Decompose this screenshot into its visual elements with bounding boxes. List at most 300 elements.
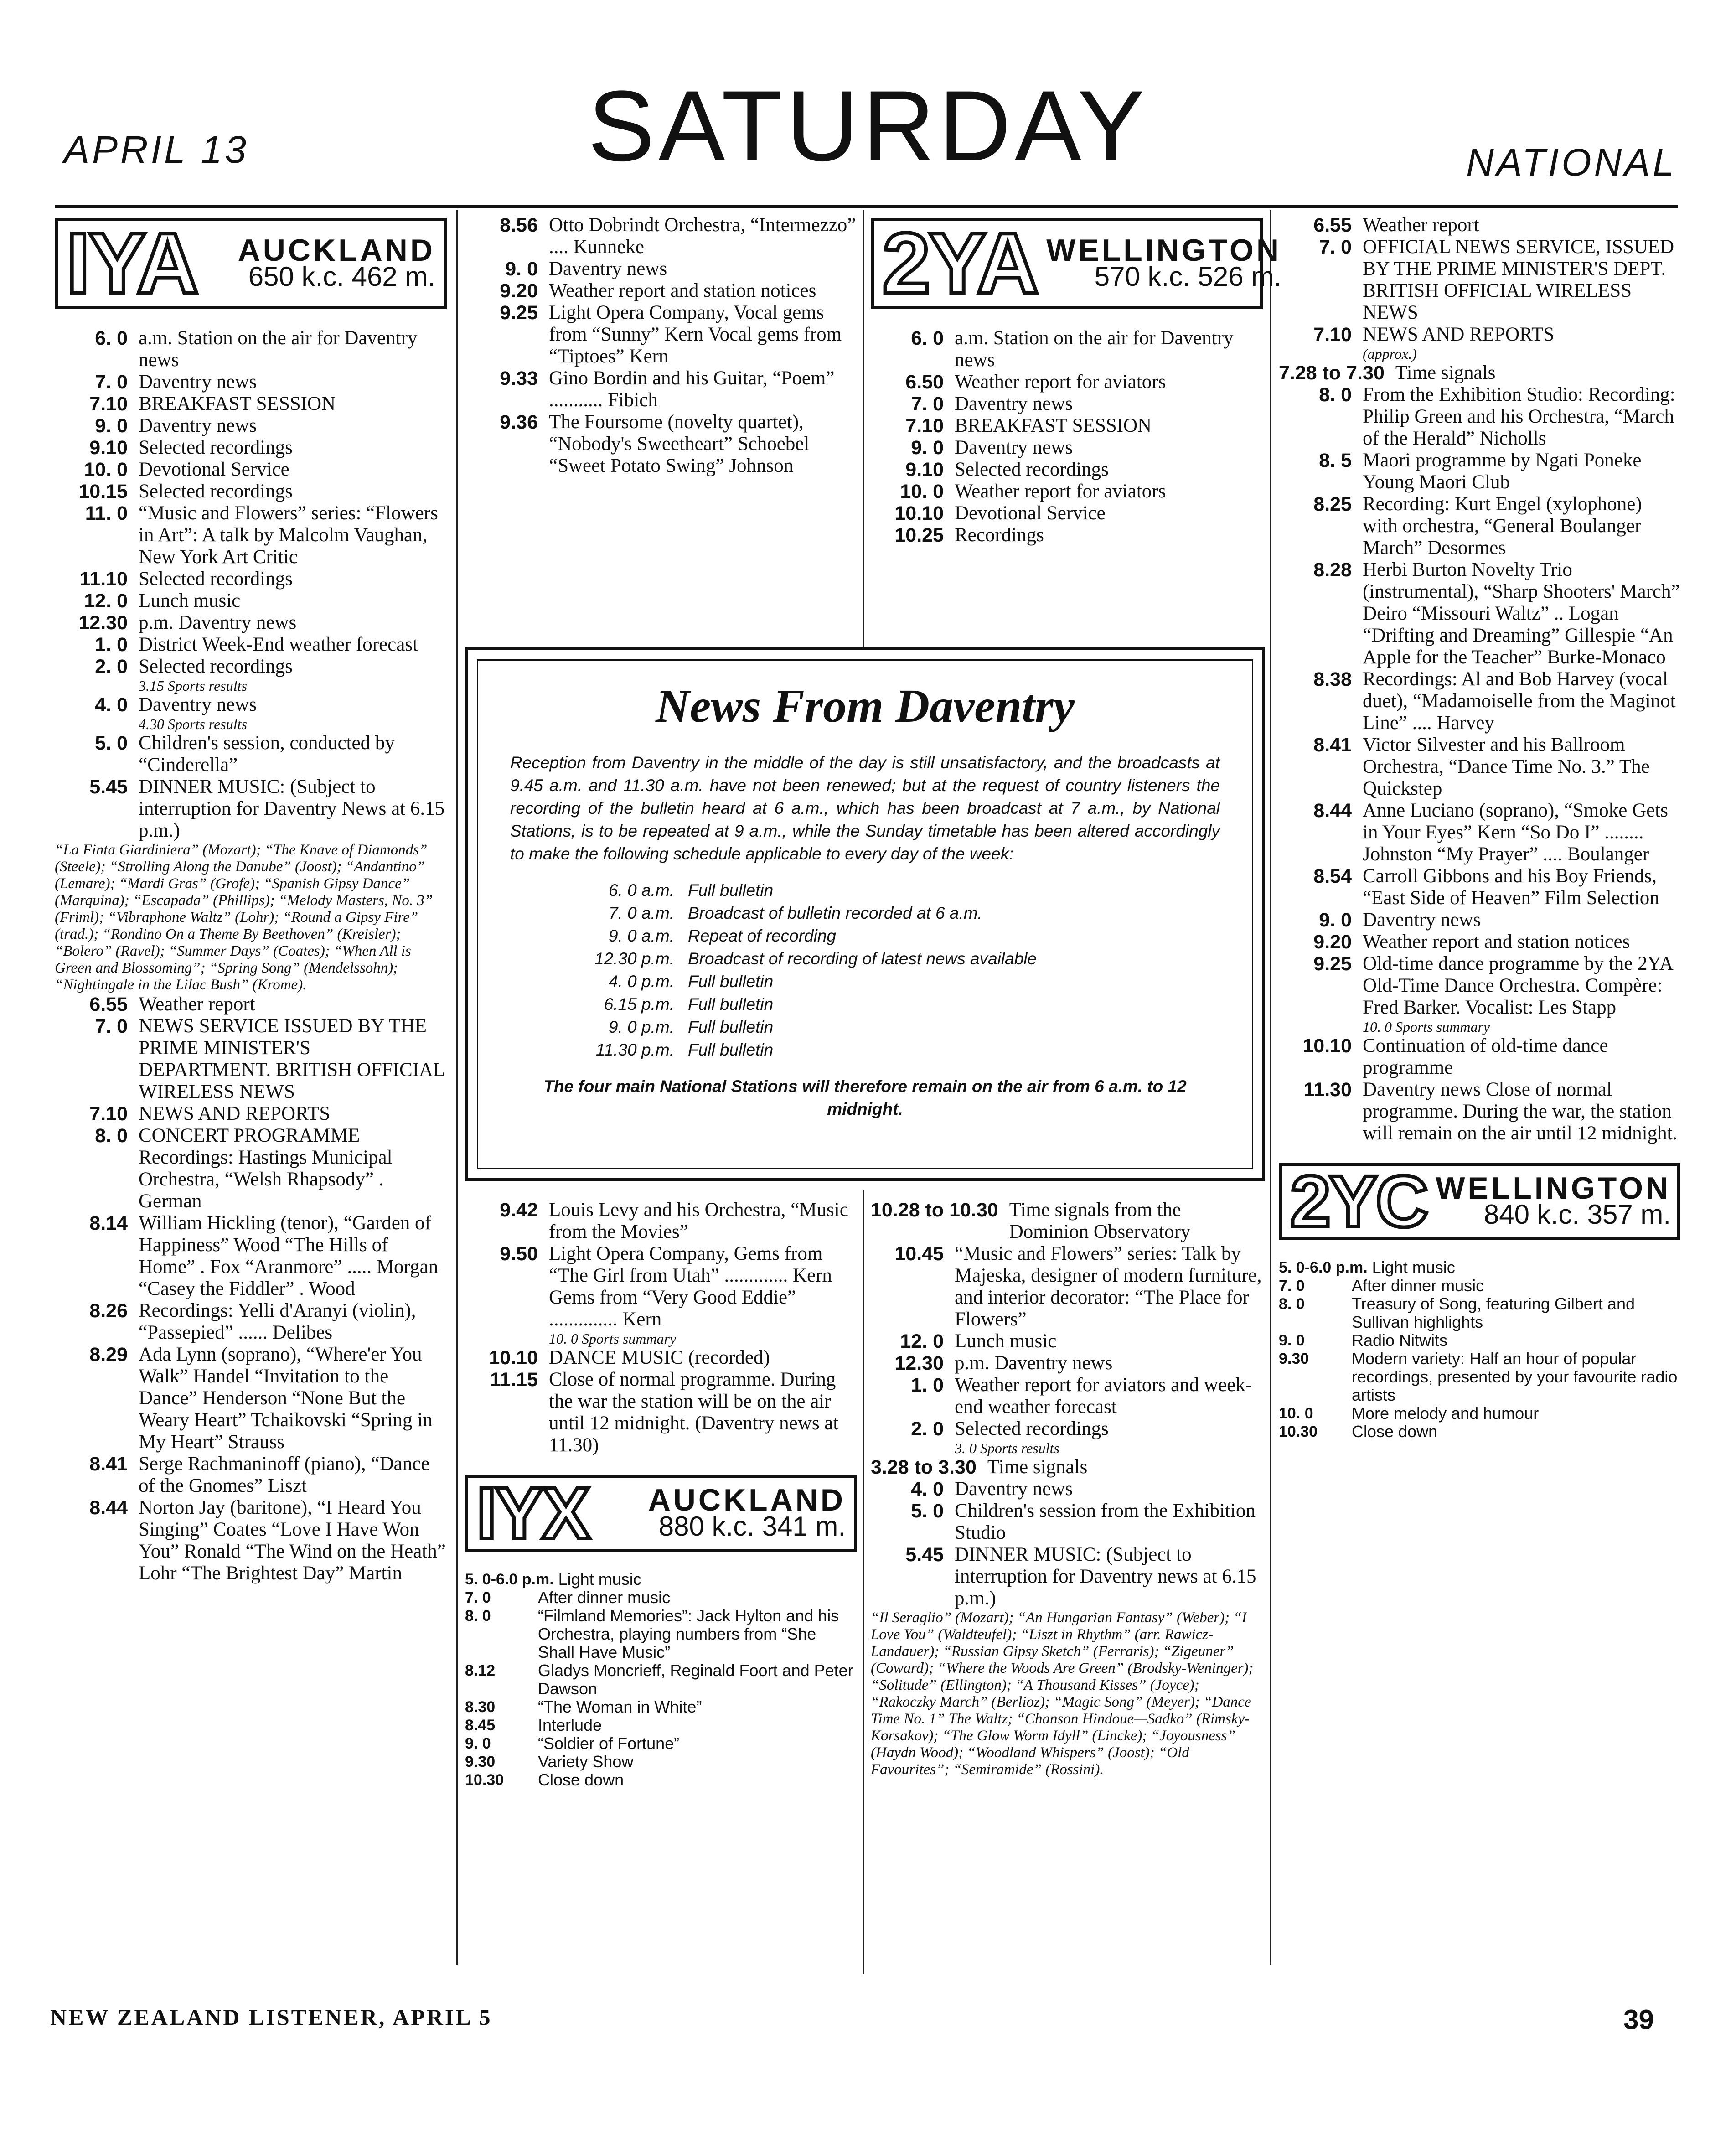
schedule-row [565,947,1220,970]
programme-entry [55,612,447,634]
programme-entry [1279,734,1680,800]
programme-description: Radio Nitwits [1352,1331,1448,1350]
station-header-1yx [465,1472,857,1554]
programme-description: “Soldier of Fortune” [538,1734,680,1753]
programme-description: Weather report and station notices [549,280,816,301]
programme-time: 9.25 [1313,953,1352,975]
page-day-title: SATURDAY [588,70,1148,182]
programme-description: Time signals [1395,362,1496,383]
programme-description: Gino Bordin and his Guitar, “Poem” ........... Fibich [549,367,835,411]
programme-time: 12.30 [78,612,128,634]
station-1ya-continued-column [465,214,857,477]
dinner-music-list: “Il Seraglio” (Mozart); “An Hungarian Fantasy” (Weber); “I Love You” (Waldteufel); “Liszt in Rhythm” (arr. Rawicz-Landauer); “Russian Gipsy Sketch” (Ferraris); “Zigeuner” (Coward); “Where the Woods Are Green” (Brodsky-Weninger); “Solitude” (Ellington); “A Thousand Kisses” (Joyce); “Rakoczky March” (Berlioz); “Magic Song” (Meyer); “Dance Time No. 1” The Waltz; “Chanson Hindoue—Sadko” (Rimsky-Korsakov); “The Glow Worm Idyll” (Lincke); “Joyousness” (Haydn Wood); “Woodland Whispers” (Joost); “Old Favourites”; “Semiramide” (Rossini). [871,1609,1254,1778]
programme-description: Norton Jay (baritone), “I Heard You Singing” Coates “Love I Have Won You” Ronald “The Wind on the Heath” Lohr “The Brightest Day” Martin [139,1497,446,1584]
programme-description: Close down [1352,1422,1438,1441]
programme-description: Weather report [1363,214,1479,236]
programme-description: Selected recordings [955,459,1109,480]
programme-description: Close of normal programme. During the war the station will be on the air until 12 midnight. (Daventry news at 11.30) [549,1369,839,1456]
programme-time: 7. 0 [911,393,944,415]
programme-entry [1279,953,1680,1019]
programme-description: Ada Lynn (soprano), “Where'er You Walk” Handel “Invitation to the Dance” Henderson “None But the Weary Heart” Tchaikovski “Spring in My Heart” Strauss [139,1344,433,1453]
station-frequency: 570 k.c. 526 m. [1094,261,1281,292]
programme-entry [871,1456,1263,1478]
programme-entry [55,656,447,678]
programme-entry [55,694,447,716]
station-info [206,233,435,292]
programme-time: 9.30 [1279,1350,1309,1367]
station-info [598,1483,846,1542]
schedule-description: Full bulletin [688,1040,774,1059]
schedule-row [565,902,1220,925]
programme-entry [871,393,1263,415]
programme-description: Time signals from the Dominion Observatory [1009,1199,1191,1242]
station-frequency: 840 k.c. 357 m. [1483,1199,1671,1230]
programme-description: Daventry news [139,694,257,715]
programme-time: 12. 0 [84,590,128,612]
programme-time: 9. 0 [1319,909,1352,931]
programme-entry [55,1103,447,1125]
programme-time: 9.50 [500,1243,538,1265]
programme-description: Herbi Burton Novelty Trio (instrumental), “Sharp Shooters' March” Deiro “Missouri Waltz” .. Logan “Drifting and Dreaming” Gillespie “An Apple for the Teacher” Burke-Monaco [1363,559,1680,668]
programme-entry [465,1771,857,1789]
programme-list [55,994,447,1584]
programme-entry [871,1330,1263,1352]
schedule-row [565,879,1220,902]
schedule-time: 6.15 p.m. [604,995,674,1014]
programme-entry [871,502,1263,524]
programme-entry [55,634,447,656]
programme-description: BREAKFAST SESSION [139,393,336,414]
programme-entry [465,1698,857,1716]
network-label: NATIONAL [1466,141,1677,184]
programme-description: William Hickling (tenor), “Garden of Happiness” Wood “The Hills of Home” . Fox “Aranmore” ..... Morgan “Casey the Fiddler” . Wood [139,1212,439,1299]
column-divider [456,210,458,1965]
programme-entry [55,590,447,612]
programme-description: Lunch music [139,590,241,611]
programme-description: Louis Levy and his Orchestra, “Music from the Movies” [549,1199,848,1242]
programme-description: Daventry news [955,393,1073,414]
programme-time: 8. 5 [1319,450,1352,471]
programme-description: Serge Rachmaninoff (piano), “Dance of the Gnomes” Liszt [139,1453,430,1496]
programme-time: 7.10 [905,415,944,437]
programme-entry [871,1418,1263,1440]
programme-entry [871,481,1263,502]
programme-entry [1279,1350,1680,1404]
programme-description: Children's session from the Exhibition Studio [955,1500,1256,1543]
programme-entry [55,1015,447,1103]
schedule-row [565,1016,1220,1039]
programme-time: 11.10 [79,568,128,590]
programme-entry [1279,1035,1680,1079]
programme-time: 6. 0 [911,327,944,349]
programme-time: 9.36 [500,411,538,433]
programme-time: 8.56 [500,214,538,236]
programme-time: 7.28 to 7.30 [1279,362,1385,384]
programme-description: Interlude [538,1716,602,1734]
programme-entry [55,1212,447,1300]
column-divider [1270,210,1271,1965]
station-2ya-column [871,214,1281,546]
programme-entry [55,568,447,590]
programme-list [465,1199,857,1456]
programme-description: Selected recordings [955,1418,1109,1439]
programme-time: 1. 0 [95,634,128,656]
programme-time: 10.45 [894,1243,944,1265]
programme-time: 10.30 [465,1771,504,1789]
programme-time: 8.44 [1313,800,1352,822]
station-info [1046,233,1281,292]
programme-entry [1279,1404,1680,1423]
programme-description: Weather report and station notices [1363,931,1630,952]
programme-time: 8.54 [1313,865,1352,887]
programme-description: Weather report for aviators [955,481,1166,502]
publication-footer: NEW ZEALAND LISTENER, APRIL 5 [50,2004,492,2030]
column-divider [863,1190,864,1974]
programme-description: a.m. Station on the air for Daventry news [955,327,1234,371]
programme-time: 10.25 [894,524,944,546]
programme-entry [465,1589,857,1607]
programme-description: Selected recordings [139,568,293,590]
station-city: AUCKLAND [238,233,435,268]
programme-description: Daventry news [955,437,1073,458]
programme-entry [871,459,1263,481]
header-rule [55,205,1678,208]
programme-time: 10.28 to 10.30 [871,1199,998,1221]
schedule-description: Full bulletin [688,995,774,1014]
news-from-daventry-box [465,647,1265,1181]
news-intro: Reception from Daventry in the middle of the day is still unsatisfactory, and the broadcasts at 9.45 a.m. and 11.30 a.m. have not been renewed; but at the request of country listeners the recording of the bulletin heard at 6 a.m., which has been broadcast at 7 a.m., by National Stations, is to be repeated at 9 a.m., while the Sunday timetable has been altered accordingly to make the following schedule applicable to every day of the week: [510,753,1220,863]
programme-time: 9. 0 [911,437,944,459]
programme-entry [465,1243,857,1330]
programme-description: Selected recordings [139,481,293,502]
programme-description: Otto Dobrindt Orchestra, “Intermezzo” .... Kunneke [549,214,856,258]
programme-time: 11. 0 [85,502,128,524]
programme-time: 3.28 to 3.30 [871,1456,976,1478]
programme-description: Light Opera Company, Gems from “The Girl from Utah” ............. Kern Gems from “Very Good Eddie” .............. Kern [549,1243,832,1330]
programme-description: Variety Show [538,1752,634,1771]
programme-description: Light Opera Company, Vocal gems from “Sunny” Kern Vocal gems from “Tiptoes” Kern [549,302,842,367]
programme-description: Time signals [987,1456,1088,1478]
programme-entry [55,1497,447,1584]
programme-description: Victor Silvester and his Ballroom Orchestra, “Dance Time No. 3.” The Quickstep [1363,734,1650,799]
programme-description: Recordings: Al and Bob Harvey (vocal duet), “Madamoiselle from the Maginot Line” .... Harvey [1363,668,1676,734]
programme-time: 8. 0 [1319,384,1352,406]
programme-description: Anne Luciano (soprano), “Smoke Gets in Your Eyes” Kern “So Do I” ........ Johnston “My Prayer” .... Boulanger [1363,800,1668,865]
programme-time: 9.20 [500,280,538,302]
programme-description: After dinner music [538,1588,671,1607]
programme-entry [871,437,1263,459]
page-number: 39 [1623,2004,1654,2035]
programme-time: 9.33 [500,367,538,389]
programme-description: p.m. Daventry news [139,612,297,633]
programme-entry [55,327,447,371]
programme-note: (approx.) [1363,346,1417,362]
schedule-time: 7. 0 a.m. [609,904,674,922]
programme-entry [55,1125,447,1212]
schedule-time: 4. 0 p.m. [609,972,674,991]
programme-time: 7. 0 [465,1589,491,1606]
programme-time: 4. 0 [95,694,128,716]
station-1ya-column [55,214,447,1584]
programme-description: Carroll Gibbons and his Boy Friends, “East Side of Heaven” Film Selection [1363,865,1659,909]
programme-entry [1279,865,1680,909]
programme-entry [55,481,447,502]
programme-entry [465,1734,857,1753]
programme-entry [55,1344,447,1453]
programme-time: 9.30 [465,1753,496,1770]
programme-note: 3. 0 Sports results [955,1440,1059,1456]
programme-entry [1279,214,1680,236]
news-title: News From Daventry [656,680,1075,732]
programme-note: 10. 0 Sports summary [1363,1019,1490,1035]
programme-time: 11.30 [1303,1079,1352,1101]
programme-time: 6.55 [1313,214,1352,236]
programme-entry [465,302,857,367]
programme-time: 9. 0 [1279,1332,1305,1349]
programme-description: Maori programme by Ngati Poneke Young Maori Club [1363,450,1642,493]
programme-entry [871,524,1263,546]
programme-description: “The Woman in White” [538,1697,702,1716]
schedule-description: Full bulletin [688,881,774,900]
programme-description: Devotional Service [139,459,289,480]
programme-time: 9.10 [89,437,128,459]
schedule-row [565,993,1220,1016]
programme-time: 2. 0 [911,1418,944,1440]
programme-description: CONCERT PROGRAMME Recordings: Hastings Municipal Orchestra, “Welsh Rhapsody” . German [139,1125,393,1212]
station-1ya-late-column [465,1199,857,1789]
programme-time: 8.45 [465,1717,496,1734]
programme-time: 10.10 [1302,1035,1352,1057]
programme-entry [871,1199,1263,1243]
programme-time: 6.55 [89,994,128,1015]
schedule-description: Full bulletin [688,1018,774,1036]
programme-entry [465,280,857,302]
programme-description: “Filmland Memories”: Jack Hylton and his Orchestra, playing numbers from “She Shall Have Music” [538,1606,839,1661]
programme-description: “Music and Flowers” series: Talk by Majeska, designer of modern furniture, and interior decorator: “The Place for Flowers” [955,1243,1262,1330]
programme-description: The Foursome (novelty quartet), “Nobody's Sweetheart” Schoebel “Sweet Potato Swing” Johnson [549,411,810,476]
programme-time: 5. 0-6.0 p.m. [465,1571,554,1588]
programme-description: Continuation of old-time dance programme [1363,1035,1608,1078]
programme-description: Devotional Service [955,502,1106,524]
programme-time: 7. 0 [1279,1277,1305,1294]
programme-entry [1279,362,1680,384]
programme-entry [1279,1423,1680,1441]
programme-entry [1279,1277,1680,1295]
programme-entry [871,1352,1263,1374]
station-frequency: 880 k.c. 341 m. [658,1511,846,1542]
schedule-description: Full bulletin [688,972,774,991]
programme-description: Light music [1372,1258,1455,1277]
programme-time: 8. 0 [1279,1295,1305,1313]
programme-time: 9. 0 [95,415,128,437]
programme-entry [1279,668,1680,734]
programme-description: Daventry news [955,1478,1073,1500]
news-box-inner [477,659,1253,1169]
programme-time: 8.25 [1313,493,1352,515]
programme-time: 7. 0 [95,371,128,393]
programme-description: District Week-End weather forecast [139,634,418,655]
programme-entry [1279,493,1680,559]
programme-entry [1279,909,1680,931]
station-header-1ya [55,215,447,312]
programme-list [871,327,1263,546]
programme-entry [465,367,857,411]
programme-time: 9. 0 [505,258,538,280]
schedule-time: 12.30 p.m. [594,949,674,968]
programme-entry [55,994,447,1015]
programme-list [871,1199,1263,1609]
programme-time: 12. 0 [900,1330,944,1352]
programme-list-2yc [1279,1258,1680,1441]
programme-time: 5. 0-6.0 p.m. [1279,1259,1368,1276]
programme-entry [871,1544,1263,1609]
programme-time: 8.12 [465,1662,496,1679]
programme-description: BREAKFAST SESSION [955,415,1152,436]
programme-time: 7.10 [89,1103,128,1125]
programme-time: 6.50 [905,371,944,393]
programme-time: 10.15 [78,481,128,502]
station-city: WELLINGTON [1046,233,1281,268]
programme-entry [871,415,1263,437]
programme-entry [55,459,447,481]
programme-description: Weather report for aviators and week-end weather forecast [955,1374,1252,1418]
programme-description: Weather report for aviators [955,371,1166,393]
programme-entry [465,1347,857,1369]
programme-time: 8.29 [89,1344,128,1366]
programme-time: 2. 0 [95,656,128,678]
programme-time: 8.44 [89,1497,128,1519]
programme-time: 12.30 [894,1352,944,1374]
programme-description: Recordings: Yelli d'Aranyi (violin), “Passepied” ...... Delibes [139,1300,416,1343]
news-schedule [565,879,1220,1061]
programme-description: Weather report [139,994,255,1015]
programme-entry [1279,931,1680,953]
programme-description: Light music [558,1570,641,1589]
programme-entry [465,1199,857,1243]
station-header-2yc [1279,1160,1680,1242]
programme-entry [55,776,447,842]
schedule-time: 11.30 p.m. [595,1040,674,1059]
schedule-row [565,1039,1220,1061]
programme-entry [55,437,447,459]
programme-entry [55,732,447,776]
programme-time: 7.10 [89,393,128,415]
programme-entry [1279,384,1680,450]
programme-entry [871,1243,1263,1330]
programme-entry [55,371,447,393]
programme-description: NEWS AND REPORTS [139,1103,331,1124]
programme-entry [1279,1295,1680,1331]
programme-description: Lunch music [955,1330,1057,1352]
programme-entry [871,1478,1263,1500]
programme-note: 4.30 Sports results [139,716,247,732]
programme-description: Daventry news Close of normal programme. During the war, the station will remain on the air until 12 midnight. [1363,1079,1678,1144]
schedule-time: 6. 0 a.m. [609,881,674,900]
programme-time: 1. 0 [911,1374,944,1396]
programme-time: 7. 0 [1319,236,1352,258]
programme-time: 9.25 [500,302,538,324]
station-city: AUCKLAND [648,1483,846,1517]
programme-time: 10. 0 [84,459,128,481]
programme-description: DINNER MUSIC: (Subject to interruption for Daventry News at 6.15 p.m.) [139,776,445,841]
programme-entry [1279,324,1680,346]
programme-entry [871,1374,1263,1418]
programme-description: Selected recordings [139,656,293,677]
schedule-time: 9. 0 a.m. [609,926,674,945]
column-divider [863,210,864,647]
programme-time: 10.10 [894,502,944,524]
programme-list [55,327,447,842]
programme-description: Gladys Moncrieff, Reginald Foort and Peter Dawson [538,1661,853,1698]
programme-entry [871,1500,1263,1544]
programme-time: 7. 0 [95,1015,128,1037]
programme-entry [55,393,447,415]
programme-time: 10. 0 [1279,1405,1313,1422]
programme-description: NEWS SERVICE ISSUED BY THE PRIME MINISTER'S DEPARTMENT. BRITISH OFFICIAL WIRELESS NEWS [139,1015,444,1102]
programme-description: Old-time dance programme by the 2YA Old-Time Dance Orchestra. Compère: Fred Barker. Vocalist: Les Stapp [1363,953,1673,1018]
programme-description: After dinner music [1352,1276,1484,1295]
schedule-time: 9. 0 p.m. [609,1018,674,1036]
programme-entry [55,1300,447,1344]
programme-entry [465,258,857,280]
programme-entry [1279,1079,1680,1144]
programme-description: p.m. Daventry news [955,1352,1113,1374]
programme-entry [465,1570,857,1589]
programme-description: Modern variety: Half an hour of popular recordings, presented by your favourite radio artists [1352,1349,1678,1404]
programme-note: 10. 0 Sports summary [549,1330,677,1347]
programme-time: 10. 0 [900,481,944,502]
programme-description: Children's session, conducted by “Cinderella” [139,732,395,776]
programme-entry [1279,800,1680,865]
programme-time: 8.14 [89,1212,128,1234]
programme-description: Daventry news [549,258,667,279]
programme-entry [55,502,447,568]
programme-list [465,214,857,477]
news-footer: The four main National Stations will therefore remain on the air from 6 a.m. to 12 midnight. [543,1077,1187,1118]
programme-time: 8.38 [1313,668,1352,690]
programme-time: 9.10 [905,459,944,481]
station-callsign: 2YA [882,215,1038,312]
page-date: APRIL 13 [64,128,249,171]
station-frequency: 650 k.c. 462 m. [248,261,435,292]
schedule-row [565,970,1220,993]
programme-description: DINNER MUSIC: (Subject to interruption for Daventry news at 6.15 p.m.) [955,1544,1256,1609]
programme-list-1yx [465,1570,857,1789]
schedule-description: Broadcast of recording of latest news available [688,949,1037,968]
station-callsign: IYX [476,1472,589,1554]
programme-entry [1279,1331,1680,1350]
programme-description: Close down [538,1770,624,1789]
programme-description: Daventry news [139,415,257,436]
programme-entry [1279,236,1680,324]
station-header-2ya [871,215,1281,312]
programme-entry [465,1716,857,1734]
programme-description: Recordings [955,524,1044,546]
programme-entry [465,1369,857,1456]
programme-description: Daventry news [1363,909,1481,931]
programme-description: OFFICIAL NEWS SERVICE, ISSUED BY THE PRIME MINISTER'S DEPT. BRITISH OFFICIAL WIRELESS NEWS [1363,236,1674,323]
programme-time: 8. 0 [95,1125,128,1147]
programme-entry [465,1661,857,1698]
programme-description: Recording: Kurt Engel (xylophone) with orchestra, “General Boulanger March” Desormes [1363,493,1642,559]
programme-time: 5.45 [89,776,128,798]
programme-time: 5. 0 [911,1500,944,1522]
programme-list [1279,214,1680,1144]
schedule-description: Broadcast of bulletin recorded at 6 a.m. [688,904,982,922]
programme-entry [871,371,1263,393]
programme-description: Daventry news [139,371,257,393]
programme-time: 6. 0 [95,327,128,349]
